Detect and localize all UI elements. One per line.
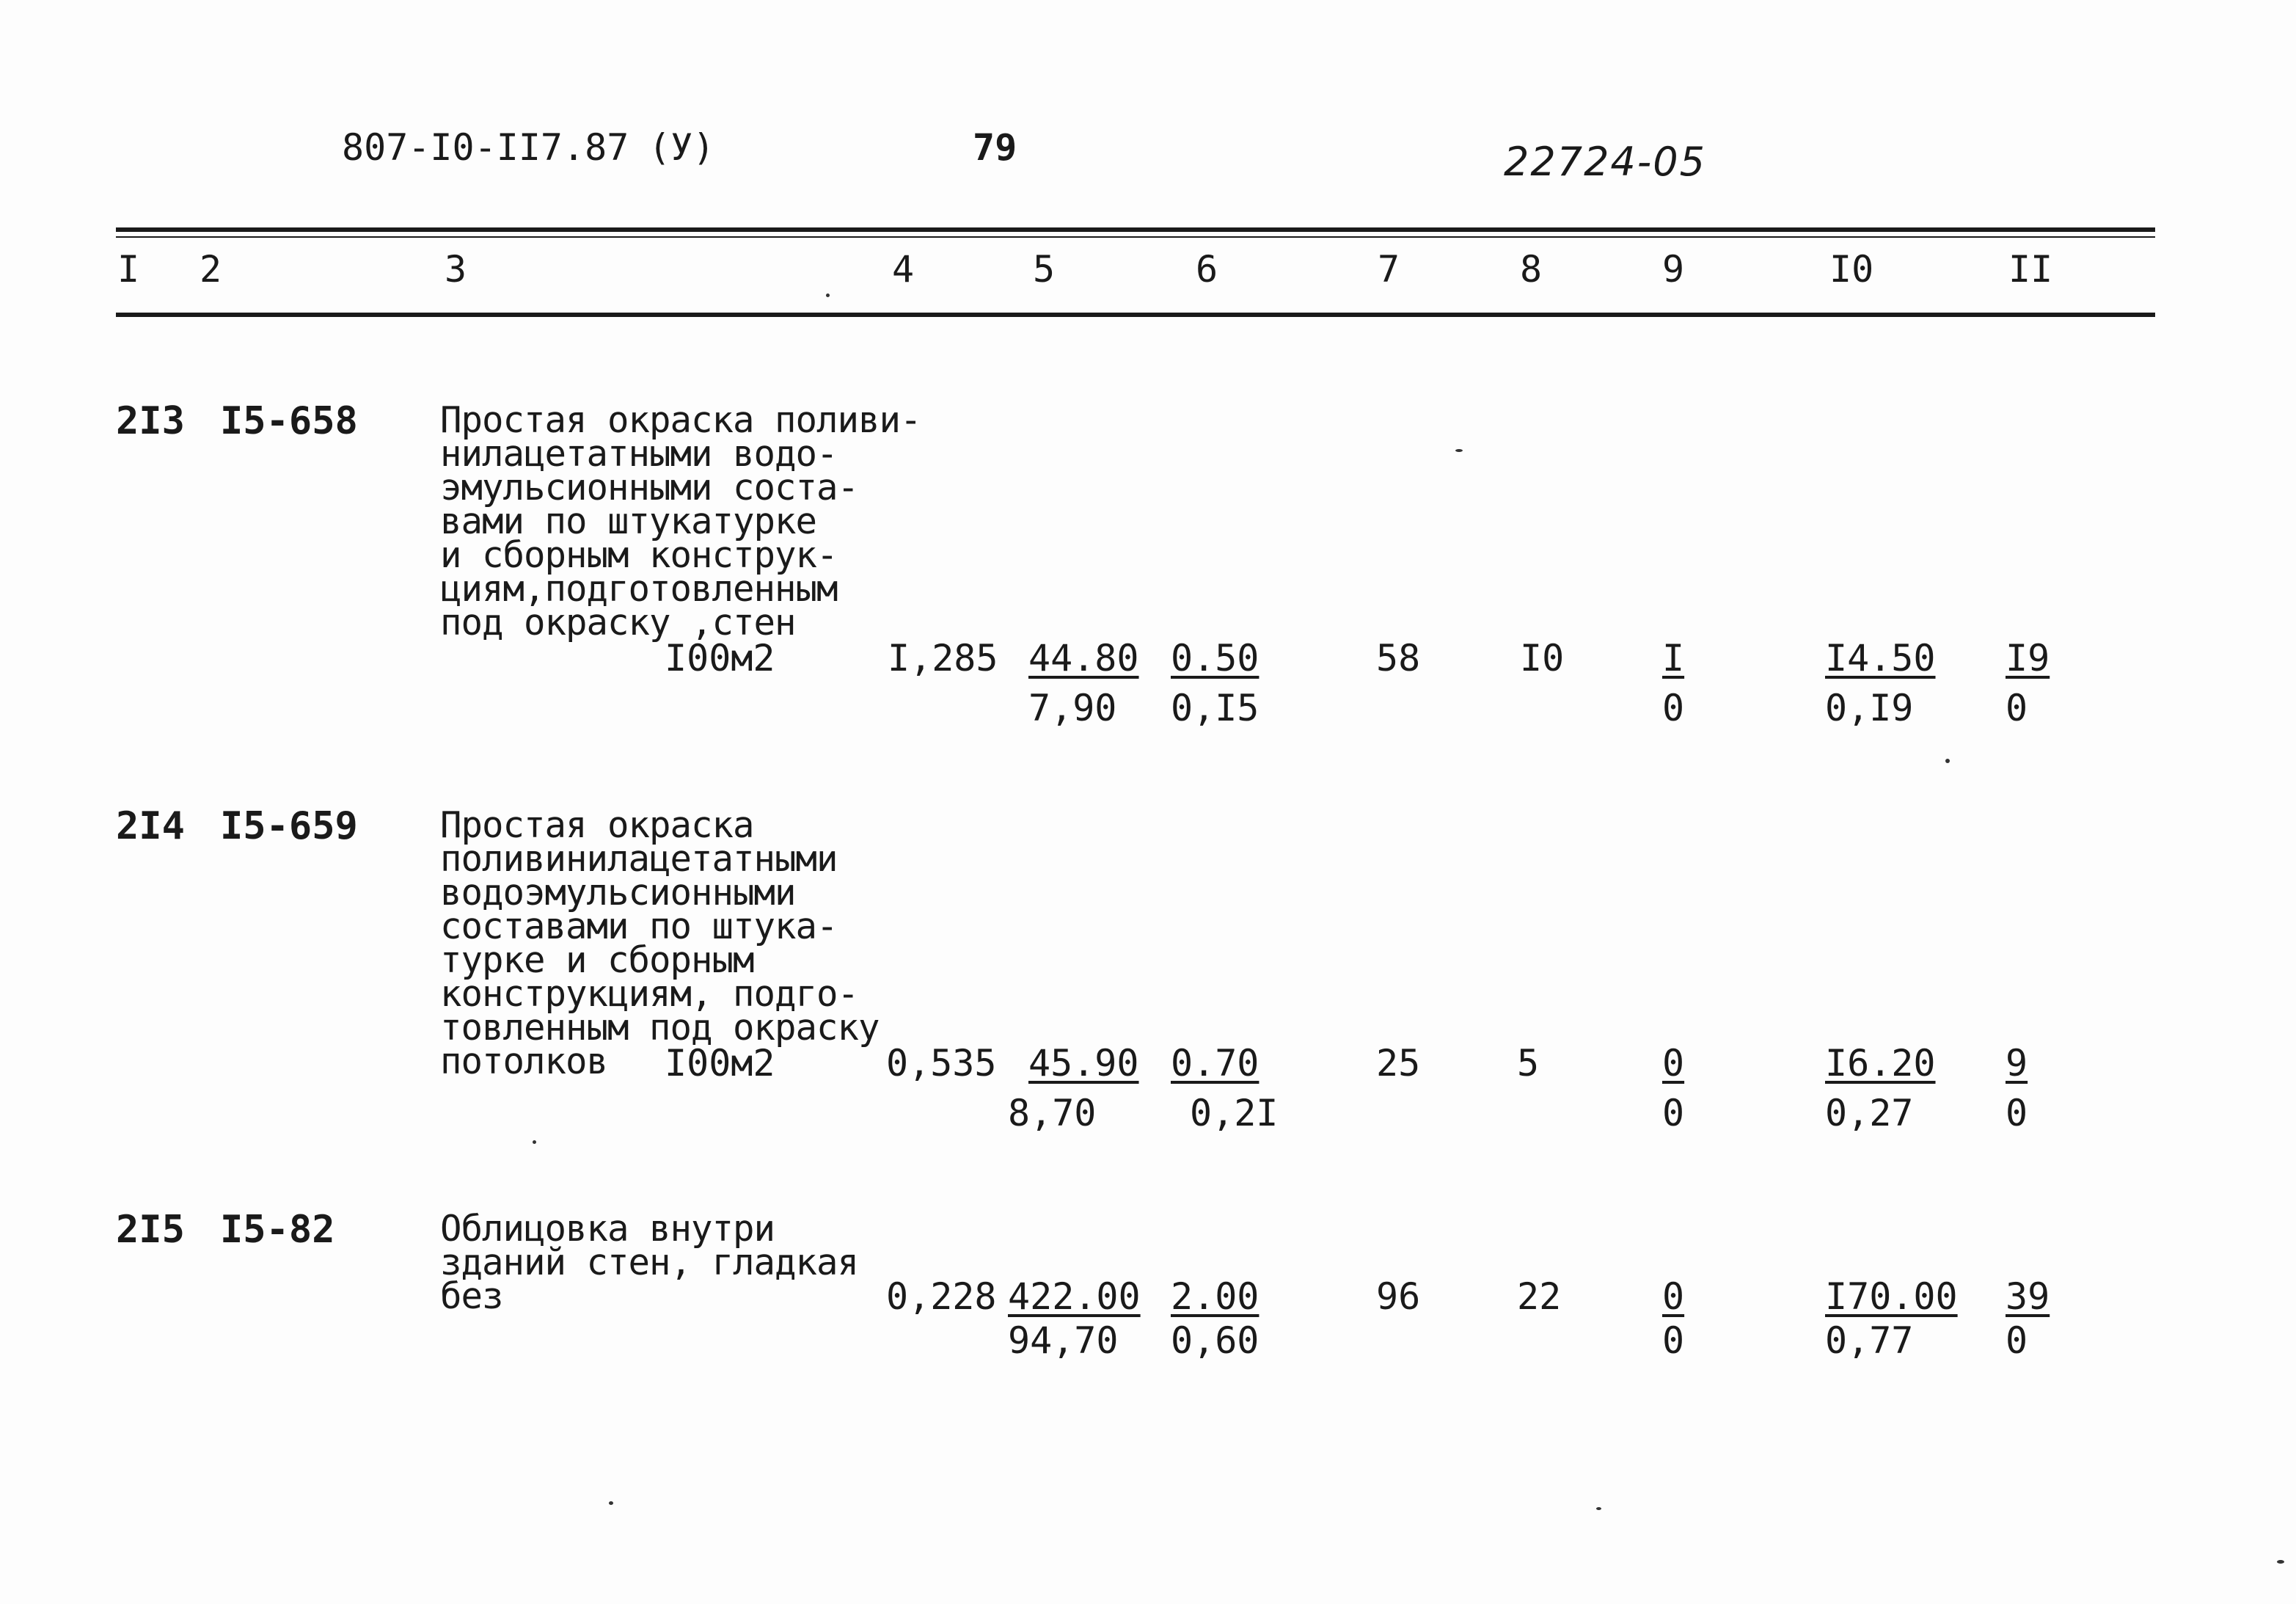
col8: 5 xyxy=(1517,1042,1540,1084)
col6-top: 2.00 xyxy=(1171,1275,1259,1318)
quantity: 0,535 xyxy=(886,1042,997,1084)
col9-top: I xyxy=(1662,637,1685,679)
column-header-6: 6 xyxy=(1196,248,1218,291)
table-top-rule-thin xyxy=(116,236,2155,238)
row-number: 2I4 xyxy=(116,804,185,848)
column-header-8: 8 xyxy=(1520,248,1543,291)
col11-top: 9 xyxy=(2006,1042,2028,1084)
col9-top: 0 xyxy=(1662,1275,1685,1318)
col9-bottom: 0 xyxy=(1662,1319,1685,1362)
scan-speck xyxy=(2277,1560,2284,1564)
col11-top: I9 xyxy=(2006,637,2050,679)
row-number: 2I5 xyxy=(116,1208,185,1252)
column-header-7: 7 xyxy=(1378,248,1400,291)
col7: 58 xyxy=(1376,637,1421,679)
col11-bottom: 0 xyxy=(2006,1092,2028,1134)
unit-of-measure: I00м2 xyxy=(665,1042,775,1084)
page-number: 79 xyxy=(973,126,1017,169)
col6-top: 0.50 xyxy=(1171,637,1259,679)
col5-top: 45.90 xyxy=(1028,1042,1139,1084)
scan-speck xyxy=(826,294,830,297)
col7: 25 xyxy=(1376,1042,1421,1084)
col6-bottom: 0,2I xyxy=(1190,1092,1279,1134)
col10-top: I70.00 xyxy=(1825,1275,1958,1318)
rate-code: I5-658 xyxy=(220,399,358,443)
work-description: Простая окраска поливи- нилацетатными водо- эмульсионными соста- вами по штукатурке и сборным конструк- циям,подготовленным под окраску ,стен xyxy=(440,399,921,644)
handwritten-number: 22724-05 xyxy=(1504,139,1706,185)
col6-bottom: 0,I5 xyxy=(1171,687,1259,729)
col10-bottom: 0,77 xyxy=(1825,1319,1914,1362)
col5-bottom: 94,70 xyxy=(1008,1319,1119,1362)
col5-top: 44.80 xyxy=(1028,637,1139,679)
col6-top: 0.70 xyxy=(1171,1042,1259,1084)
quantity: 0,228 xyxy=(886,1275,997,1318)
col8: 22 xyxy=(1517,1275,1562,1318)
column-header-1: I xyxy=(117,248,140,291)
quantity: I,285 xyxy=(888,637,998,679)
rate-code: I5-82 xyxy=(220,1208,335,1252)
work-description: Простая окраска поливинилацетатными водоэмульсионными составами по штука- турке и сборным конструкциям, подго- товленным под окраску потолков xyxy=(440,804,880,1082)
document-code: 807-I0-II7.87 xyxy=(342,126,629,169)
col11-bottom: 0 xyxy=(2006,1319,2028,1362)
table-header-rule xyxy=(116,313,2155,317)
col10-top: I6.20 xyxy=(1825,1042,1936,1084)
scan-speck xyxy=(533,1140,536,1144)
document-mark: (У) xyxy=(648,126,715,169)
row-number: 2I3 xyxy=(116,399,185,443)
column-header-11: II xyxy=(2008,248,2053,291)
column-header-10: I0 xyxy=(1829,248,1874,291)
column-header-3: 3 xyxy=(445,248,467,291)
scan-speck xyxy=(1596,1507,1601,1510)
column-header-4: 4 xyxy=(892,248,915,291)
col6-bottom: 0,60 xyxy=(1171,1319,1259,1362)
col11-top: 39 xyxy=(2006,1275,2050,1318)
table-top-rule xyxy=(116,227,2155,232)
column-header-5: 5 xyxy=(1033,248,1056,291)
col5-bottom: 7,90 xyxy=(1028,687,1117,729)
col5-bottom: 8,70 xyxy=(1008,1092,1097,1134)
column-header-9: 9 xyxy=(1662,248,1685,291)
scan-speck xyxy=(1945,759,1950,763)
col10-bottom: 0,27 xyxy=(1825,1092,1914,1134)
col9-bottom: 0 xyxy=(1662,687,1685,729)
scan-speck xyxy=(609,1501,613,1505)
col10-top: I4.50 xyxy=(1825,637,1936,679)
rate-code: I5-659 xyxy=(220,804,358,848)
col11-bottom: 0 xyxy=(2006,687,2028,729)
work-description: Облицовка внутри зданий стен, гладкая без xyxy=(440,1208,859,1317)
col9-top: 0 xyxy=(1662,1042,1685,1084)
col5-top: 422.00 xyxy=(1008,1275,1141,1318)
scan-speck xyxy=(1455,449,1463,452)
col8: I0 xyxy=(1520,637,1565,679)
col7: 96 xyxy=(1376,1275,1421,1318)
column-header-2: 2 xyxy=(200,248,222,291)
unit-of-measure: I00м2 xyxy=(665,637,775,679)
col9-bottom: 0 xyxy=(1662,1092,1685,1134)
col10-bottom: 0,I9 xyxy=(1825,687,1914,729)
